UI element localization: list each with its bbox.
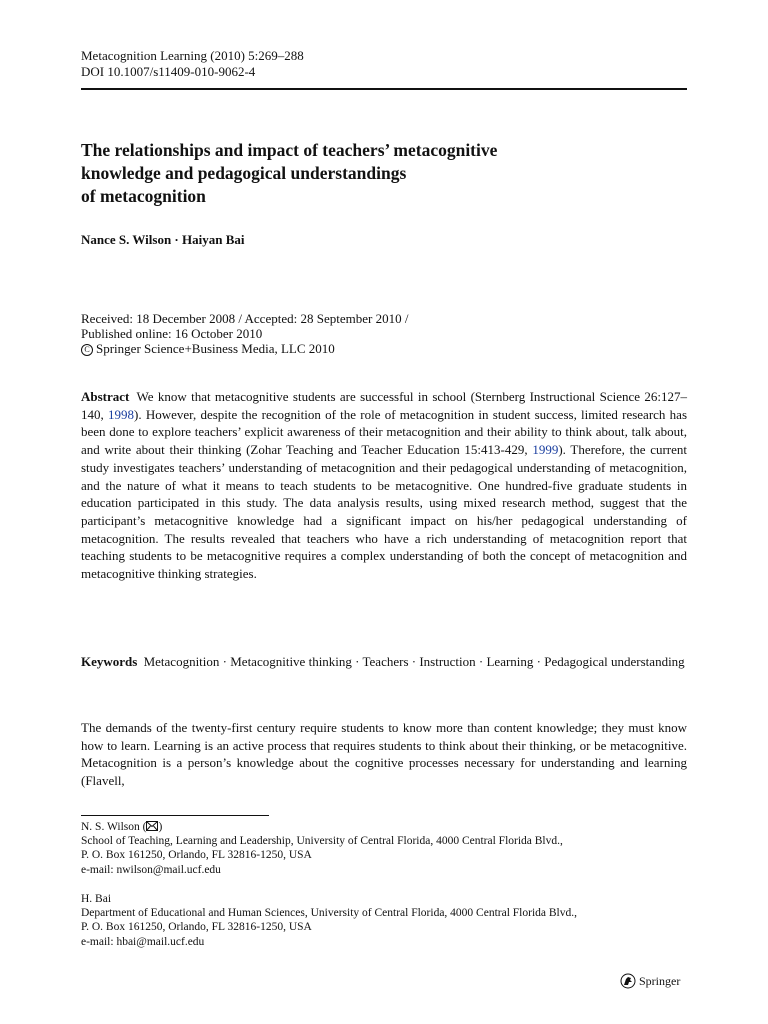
author-name: N. S. Wilson (	[81, 821, 147, 833]
citation-link[interactable]: 1999	[532, 442, 559, 458]
author-list: Nance S. Wilson · Haiyan Bai	[81, 232, 245, 247]
keywords-label: Keywords	[81, 654, 138, 669]
title-line: The relationships and impact of teachers’ metacognitive	[81, 140, 498, 160]
publisher-logo	[620, 973, 680, 989]
mail-icon[interactable]	[146, 821, 158, 831]
title-line: of metacognition	[81, 186, 206, 206]
affiliation-address: P. O. Box 161250, Orlando, FL 32816-1250, USA	[81, 849, 312, 862]
abstract-text: ). However, despite the recognition of the role of metacognition in student success, limited research has been done to explore teachers’ explicit awareness of their metacognition and their ability to think about, talk about, and write about their thinking (Zohar Teaching and Teacher Education 15:413-429,	[81, 406, 688, 458]
journal-citation: Metacognition Learning (2010) 5:269–288	[81, 48, 304, 63]
author-email[interactable]: e-mail: nwilson@mail.ucf.edu	[81, 863, 221, 876]
author-name-line	[81, 820, 721, 834]
abstract	[81, 388, 687, 583]
abstract-label: Abstract	[81, 389, 130, 404]
copyright-line	[81, 341, 408, 356]
abstract-text: ). Therefore, the current study investigates teachers’ understanding of metacognition and their pedagogical understanding of metacognition, and the nature of what it means to teach students to be metacognitive. One hundred-five graduate students in education participated in this study. The data analysis results, using mixed research method, suggest that the participant’s metacognitive knowledge had a significant impact on his/her pedagogical understanding of metacognition. The results revealed that teachers who have a rich understanding of metacognition report that teaching students to be metacognitive requires a complex understanding of both the concept of metacognition and metacognitive thinking strategies.	[81, 442, 688, 582]
affiliation-wilson	[81, 820, 721, 877]
published-date: Published online: 16 October 2010	[81, 326, 263, 341]
author-name-end: )	[158, 821, 163, 833]
author-name: H. Bai	[81, 893, 112, 905]
introduction-paragraph: The demands of the twenty-first century require students to know more than content knowledge; they must know how to learn. Learning is an active process that requires students to think about their thinking, or be metacognitive. Metacognition is a person’s knowledge about the cognitive processes necessary for understanding and learning (Flavell,	[81, 720, 687, 789]
affiliation-department: Department of Educational and Human Sciences, University of Central Florida, 4000 Central Florida Blvd.,	[81, 907, 577, 920]
keywords-text: Metacognition · Metacognitive thinking · Teachers · Instruction · Learning · Pedagogical understanding	[143, 654, 685, 669]
keywords	[81, 653, 687, 671]
springer-horse-icon	[620, 973, 636, 989]
title-line: knowledge and pedagogical understandings	[81, 163, 407, 183]
abstract-text: We know that metacognitive students are successful in school (Sternberg Instructional Science 26:127–140,	[81, 389, 688, 422]
publisher-name: Springer	[639, 973, 681, 988]
affiliation-address: P. O. Box 161250, Orlando, FL 32816-1250, USA	[81, 921, 312, 934]
article-title	[81, 139, 687, 208]
header-divider	[81, 88, 687, 90]
received-accepted-date: Received: 18 December 2008 / Accepted: 28 September 2010 /	[81, 311, 409, 326]
journal-header	[81, 48, 304, 80]
citation-link[interactable]: 1998	[108, 406, 134, 422]
footnote-divider	[81, 815, 269, 816]
affiliation-bai	[81, 892, 721, 949]
doi: DOI 10.1007/s11409-010-9062-4	[81, 64, 256, 79]
copyright-text: Springer Science+Business Media, LLC 2010	[96, 341, 335, 356]
author-email[interactable]: e-mail: hbai@mail.ucf.edu	[81, 935, 205, 948]
affiliation-department: School of Teaching, Learning and Leadership, University of Central Florida, 4000 Central Florida Blvd.,	[81, 835, 563, 848]
publication-dates	[81, 311, 408, 356]
copyright-icon: C	[81, 344, 93, 356]
